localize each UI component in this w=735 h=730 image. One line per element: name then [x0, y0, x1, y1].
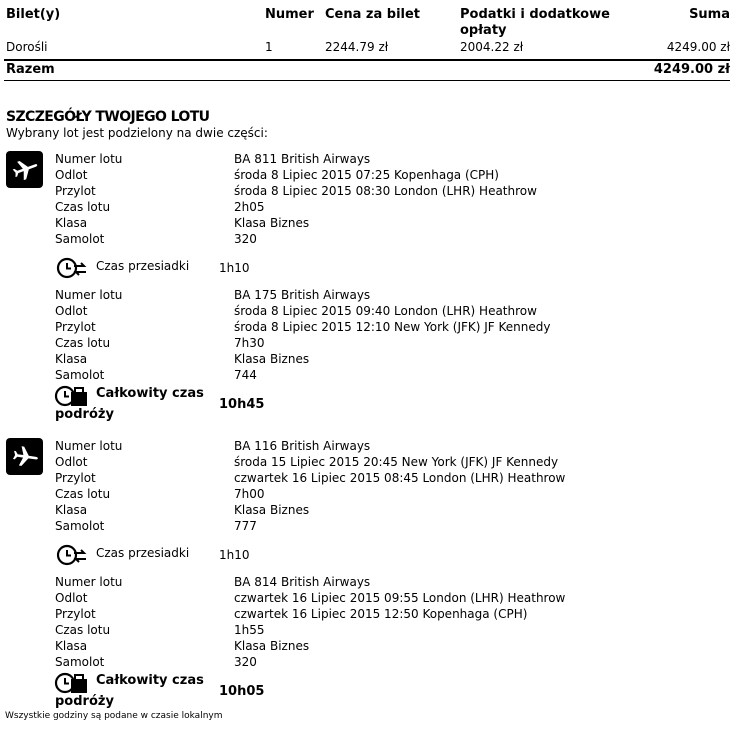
aircraft: 744 [234, 368, 257, 382]
table-bottom-divider [4, 80, 730, 81]
aircraft: 320 [234, 232, 257, 246]
class: Klasa Biznes [234, 352, 310, 366]
row-price: 2244.79 zł [325, 40, 389, 54]
clock-transfer-icon [54, 254, 90, 282]
duration: 7h00 [234, 487, 265, 501]
aircraft: 320 [234, 655, 257, 669]
total-label: Razem [6, 62, 55, 77]
row-ticket-type: Dorośli [6, 40, 48, 54]
departure: środa 8 Lipiec 2015 09:40 London (LHR) Heathrow [234, 304, 537, 318]
total-value: 4249.00 zł [653, 62, 730, 77]
details-subtitle: Wybrany lot jest podzielony na dwie części: [6, 126, 268, 140]
label-layover: Czas przesiadki [96, 259, 190, 273]
row-sum: 4249.00 zł [666, 40, 730, 54]
label-arrival: Przylot [55, 607, 96, 621]
label-flight-no: Numer lotu [55, 152, 123, 166]
header-number: Numer [265, 7, 314, 22]
total-travel-time: 10h05 [219, 684, 265, 699]
duration: 2h05 [234, 200, 265, 214]
arrival: czwartek 16 Lipiec 2015 08:45 London (LHR) Heathrow [234, 471, 566, 485]
label-class: Klasa [55, 216, 88, 230]
label-class: Klasa [55, 503, 88, 517]
label-flight-no: Numer lotu [55, 575, 123, 589]
flight-no: BA 175 British Airways [234, 288, 371, 302]
label-departure: Odlot [55, 455, 88, 469]
header-sum: Suma [689, 7, 730, 22]
class: Klasa Biznes [234, 639, 310, 653]
details-title: SZCZEGÓŁY TWOJEGO LOTU [6, 109, 210, 125]
row-taxes: 2004.22 zł [460, 40, 524, 54]
departure: środa 8 Lipiec 2015 07:25 Kopenhaga (CPH) [234, 168, 499, 182]
label-departure: Odlot [55, 168, 88, 182]
duration: 7h30 [234, 336, 265, 350]
flight-no: BA 811 British Airways [234, 152, 371, 166]
departure: środa 15 Lipiec 2015 20:45 New York (JFK) JF Kennedy [234, 455, 559, 469]
plane-takeoff-icon [6, 151, 43, 188]
clock-luggage-icon [54, 669, 90, 697]
label-class: Klasa [55, 352, 88, 366]
label-arrival: Przylot [55, 184, 96, 198]
layover-time: 1h10 [219, 548, 250, 562]
footer-note: Wszystkie godziny są podane w czasie lokalnym [5, 711, 223, 721]
clock-transfer-icon [54, 541, 90, 569]
label-duration: Czas lotu [55, 336, 111, 350]
layover-time: 1h10 [219, 261, 250, 275]
row-number: 1 [265, 40, 273, 54]
label-aircraft: Samolot [55, 368, 105, 382]
label-departure: Odlot [55, 591, 88, 605]
label-duration: Czas lotu [55, 200, 111, 214]
header-tickets: Bilet(y) [6, 7, 61, 22]
label-flight-no: Numer lotu [55, 439, 123, 453]
flight-no: BA 116 British Airways [234, 439, 371, 453]
label-aircraft: Samolot [55, 232, 105, 246]
class: Klasa Biznes [234, 216, 310, 230]
label-arrival: Przylot [55, 320, 96, 334]
table-divider [4, 59, 730, 61]
arrival: środa 8 Lipiec 2015 08:30 London (LHR) Heathrow [234, 184, 537, 198]
arrival: środa 8 Lipiec 2015 12:10 New York (JFK) JF Kennedy [234, 320, 551, 334]
label-class: Klasa [55, 639, 88, 653]
total-travel-time: 10h45 [219, 397, 265, 412]
label-total-time-2: podróży [55, 407, 114, 422]
label-aircraft: Samolot [55, 519, 105, 533]
departure: czwartek 16 Lipiec 2015 09:55 London (LHR) Heathrow [234, 591, 566, 605]
label-total-time-2: podróży [55, 694, 114, 709]
aircraft: 777 [234, 519, 257, 533]
label-departure: Odlot [55, 304, 88, 318]
label-flight-no: Numer lotu [55, 288, 123, 302]
label-total-time: Całkowity czas [96, 673, 204, 688]
header-price: Cena za bilet [325, 7, 421, 22]
label-duration: Czas lotu [55, 623, 111, 637]
label-duration: Czas lotu [55, 487, 111, 501]
arrival: czwartek 16 Lipiec 2015 12:50 Kopenhaga (CPH) [234, 607, 528, 621]
label-aircraft: Samolot [55, 655, 105, 669]
flight-no: BA 814 British Airways [234, 575, 371, 589]
header-taxes: Podatki i dodatkowe opłaty [460, 7, 610, 38]
label-arrival: Przylot [55, 471, 96, 485]
label-total-time: Całkowity czas [96, 386, 204, 401]
duration: 1h55 [234, 623, 265, 637]
clock-luggage-icon [54, 382, 90, 410]
plane-landing-icon [6, 438, 43, 475]
label-layover: Czas przesiadki [96, 546, 190, 560]
class: Klasa Biznes [234, 503, 310, 517]
